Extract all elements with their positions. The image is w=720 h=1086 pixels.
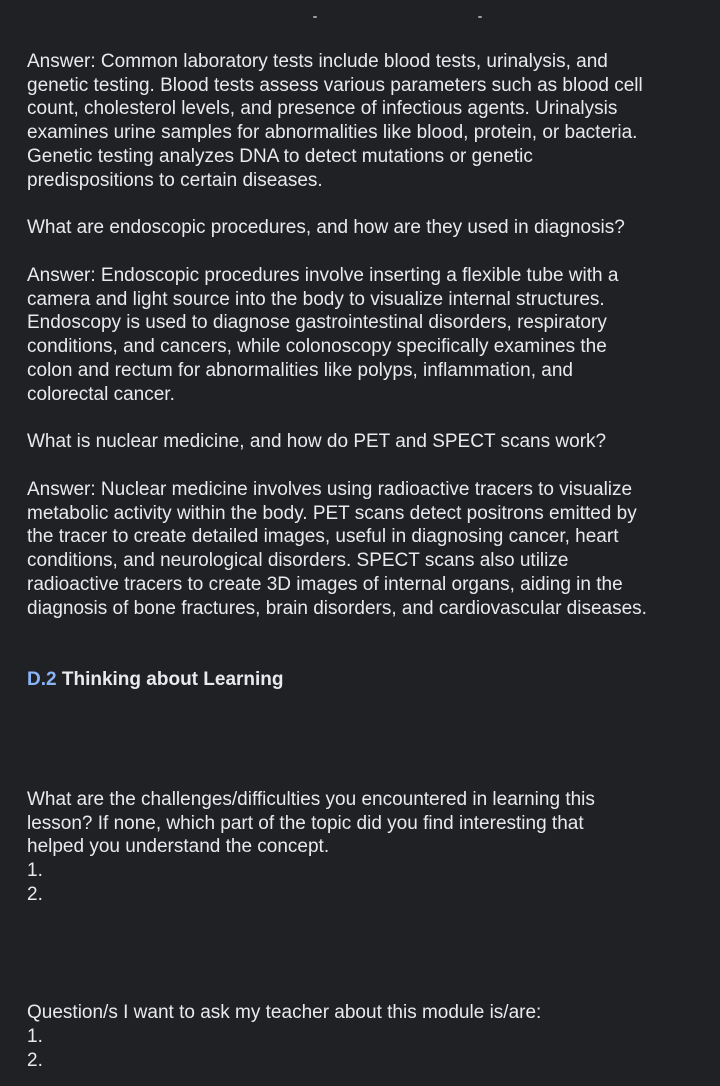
- decorative-mark: [478, 16, 482, 18]
- section-code: D.2: [27, 669, 57, 690]
- reflection-list: [27, 859, 43, 906]
- answer-laboratory-tests: Answer: Common laboratory tests include blood tests, urinalysis, and genetic testing. Blood tests assess various parameters such as blood cell count, cholesterol levels, and presence of infectious agents. Urinalysis examines urine samples for abnormalities like blood, protein, or bacteria. Genetic testing analyzes DNA to detect mutations or genetic predispositions to certain diseases.: [27, 51, 643, 191]
- reflection-prompt: What are the challenges/difficulties you encountered in learning this lesson? If none, which part of the topic did you find interesting that helped you understand the concept.: [27, 789, 595, 858]
- teacher-questions-list: [27, 1025, 43, 1072]
- question-endoscopic: What are endoscopic procedures, and how are they used in diagnosis?: [27, 217, 625, 238]
- section-title: Thinking about Learning: [61, 669, 284, 690]
- list-item: 2.: [27, 1049, 43, 1071]
- list-item: 2.: [27, 883, 43, 905]
- answer-endoscopic: Answer: Endoscopic procedures involve inserting a flexible tube with a camera and light source into the body to visualize internal structures. Endoscopy is used to diagnose gastrointestinal disorders, respiratory conditions, and cancers, while colonoscopy specifically examines the colon and rectum for abnormalities like polyps, inflammation, and colorectal cancer.: [27, 265, 619, 405]
- top-decorative-marks: [0, 12, 720, 22]
- teacher-questions-prompt: Question/s I want to ask my teacher about this module is/are:: [27, 1002, 542, 1023]
- section-heading: [27, 668, 284, 692]
- decorative-mark: [313, 16, 317, 18]
- answer-nuclear-medicine: Answer: Nuclear medicine involves using radioactive tracers to visualize metabolic activity within the body. PET scans detect positrons emitted by the tracer to create detailed images, useful in diagnosing cancer, heart conditions, and neurological disorders. SPECT scans also utilize radioactive tracers to create 3D images of internal organs, aiding in the diagnosis of bone fractures, brain disorders, and cardiovascular diseases.: [27, 479, 647, 619]
- question-nuclear-medicine: What is nuclear medicine, and how do PET and SPECT scans work?: [27, 431, 607, 452]
- list-item: 1.: [27, 860, 43, 881]
- list-item: 1.: [27, 1026, 43, 1047]
